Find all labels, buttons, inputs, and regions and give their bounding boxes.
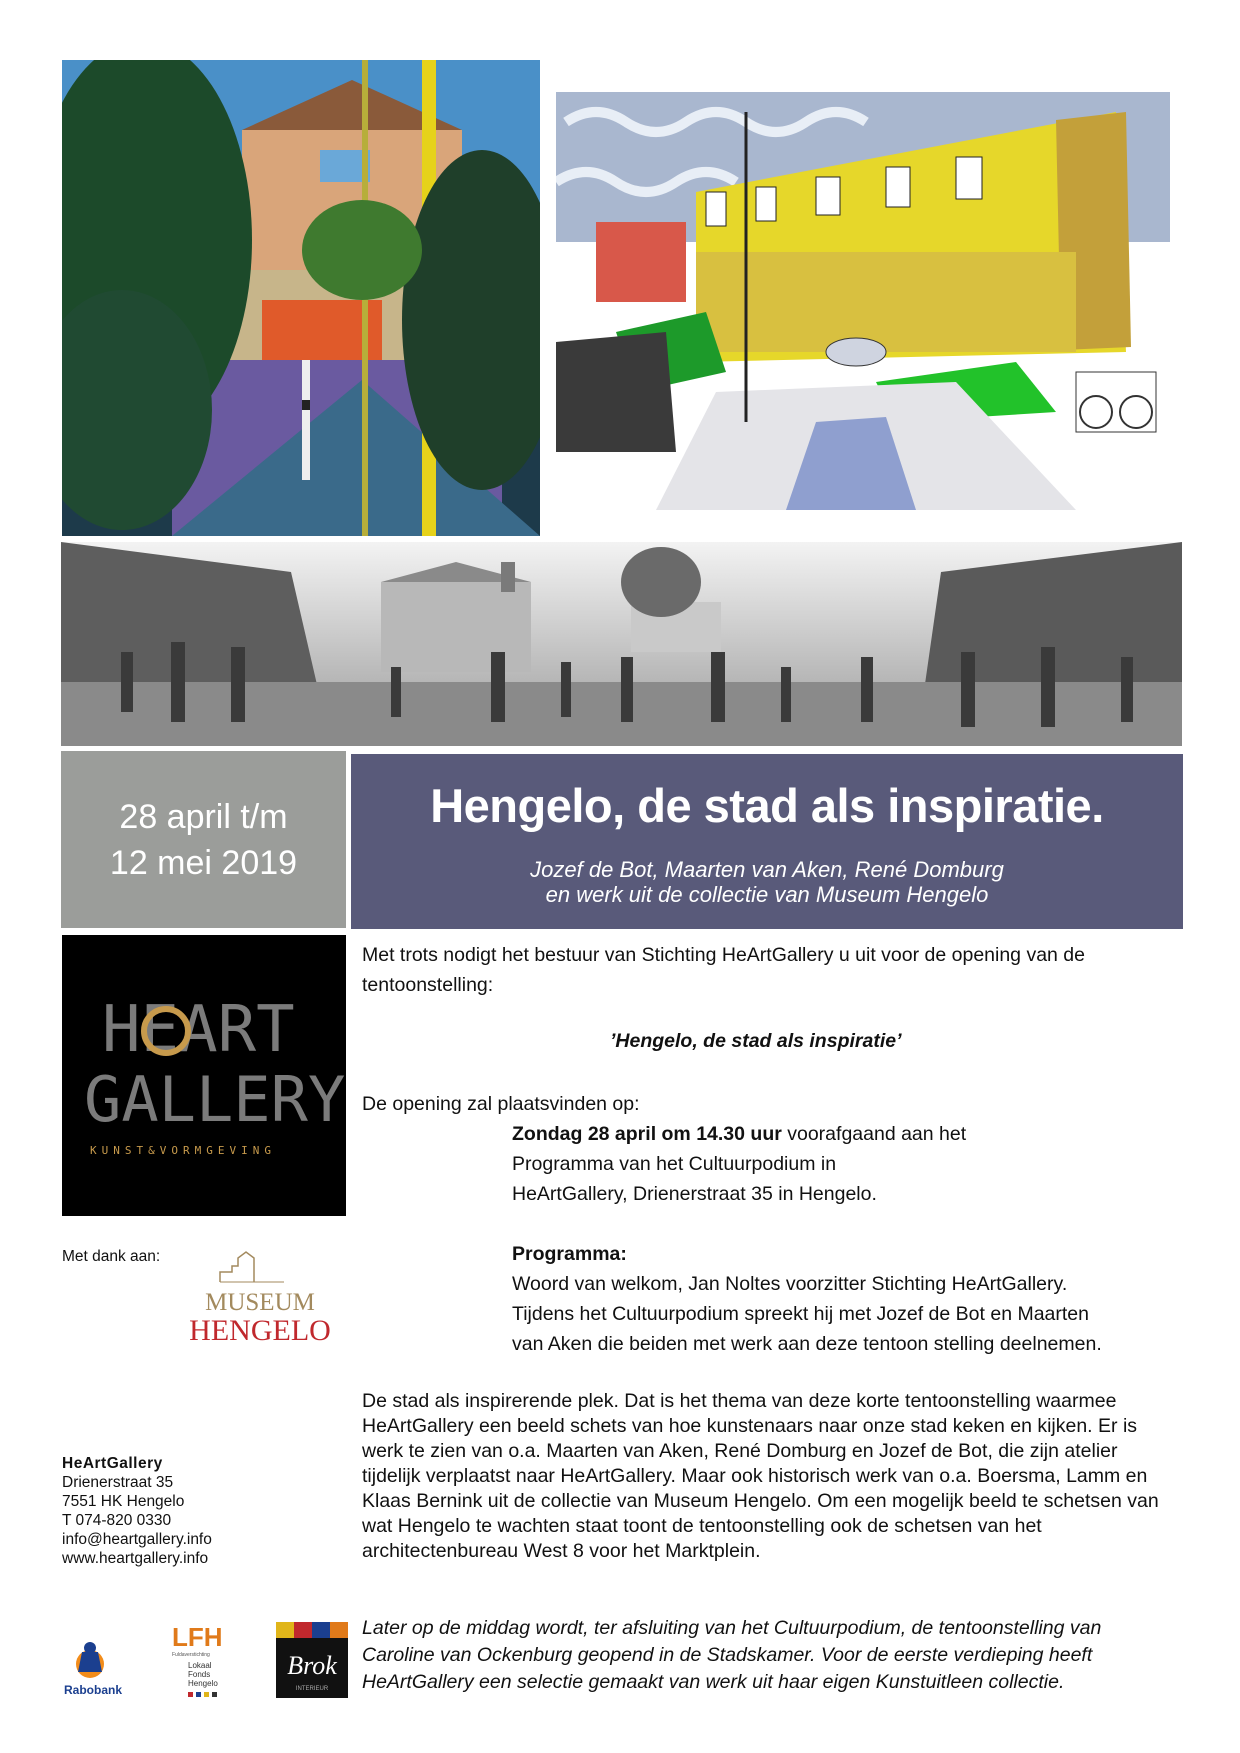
rabobank-word: Rabobank <box>63 1683 123 1697</box>
rabobank-logo <box>58 1622 128 1698</box>
intro-text: Met trots nodigt het bestuur van Stichting HeArtGallery u uit voor de opening van de tentoonstelling: <box>362 944 1085 996</box>
program-line-1: Woord van welkom, Jan Noltes voorzitter Stichting HeArtGallery. <box>512 1273 1068 1295</box>
painting-market-square <box>556 92 1170 510</box>
program-block <box>512 1239 1172 1359</box>
address-website[interactable]: www.heartgallery.info <box>62 1550 209 1567</box>
gallery-address <box>62 1454 212 1568</box>
thanks-label: Met dank aan: <box>62 1248 161 1265</box>
subtitle-line-1: Jozef de Bot, Maarten van Aken, René Domburg <box>530 857 1004 882</box>
museum-hengelo-logo <box>180 1248 340 1353</box>
exhibition-title-box <box>351 754 1183 929</box>
address-name: HeArtGallery <box>62 1455 163 1472</box>
opening-text-rest: voorafgaand aan het <box>781 1123 967 1145</box>
address-street: Drienerstraat 35 <box>62 1474 174 1491</box>
opening-details <box>512 1119 1172 1209</box>
opening-date-time: Zondag 28 april om 14.30 uur <box>512 1123 782 1145</box>
heartgallery-logo <box>62 935 346 1216</box>
subtitle-line-2: en werk uit de collectie van Museum Hengelo <box>545 882 989 907</box>
brok-small-text: INTERIEUR <box>295 1686 329 1692</box>
opening-label: De opening zal plaatsvinden op: <box>362 1093 640 1115</box>
historical-market-panorama <box>61 542 1182 746</box>
painting-street-scene <box>62 60 540 536</box>
program-line-3: van Aken die beiden met werk aan deze tentoon stelling deelnemen. <box>512 1333 1102 1355</box>
lokaal-fonds-hengelo-logo <box>168 1620 232 1700</box>
exhibition-date-box <box>61 751 346 928</box>
museum-building-icon <box>220 1252 254 1282</box>
date-line-2: 12 mei 2019 <box>109 843 298 882</box>
museum-word: MUSEUM <box>205 1289 315 1316</box>
lfh-small-text: Fuldaverstichting <box>172 1652 210 1658</box>
brok-word: Brok <box>287 1651 337 1680</box>
program-heading: Programma: <box>512 1243 627 1265</box>
address-email[interactable]: info@heartgallery.info <box>62 1531 212 1548</box>
opening-line-2: Programma van het Cultuurpodium in <box>512 1153 837 1175</box>
exhibition-name-quote: ’Hengelo, de stad als inspiratie’ <box>610 1030 902 1052</box>
hengelo-word: HENGELO <box>189 1314 331 1347</box>
exhibition-subtitle <box>351 857 1183 907</box>
brok-interieur-logo <box>276 1622 348 1698</box>
program-line-2: Tijdens het Cultuurpodium spreekt hij met Jozef de Bot en Maarten <box>512 1303 1089 1325</box>
logo-gallery-word: GALLERY <box>84 1063 346 1136</box>
lfh-line-2: Fonds <box>188 1670 211 1679</box>
address-phone: T 074-820 0330 <box>62 1512 172 1529</box>
lfh-letters: LFH <box>172 1622 223 1652</box>
logo-tagline: KUNST&VORMGEVING <box>90 1144 276 1157</box>
closing-note: Later op de middag wordt, ter afsluiting van het Cultuurpodium, de tentoonstelling van Caroline van Ockenburg geopend in de Stadskamer. Voor de eerste verdieping heeft HeArtGallery een selectie gemaakt van werk uit haar eigen Kunstuitleen collectie. <box>362 1617 1102 1693</box>
logo-heart-word: HEART <box>102 993 295 1067</box>
lfh-line-3: Hengelo <box>188 1679 218 1688</box>
exhibition-description: De stad als inspirerende plek. Dat is het thema van deze korte tentoonstelling waarmee HeArtGallery een beeld schets van hoe kunstenaars naar onze stad keken en kijken. Er is werk te zien van o.a. Maarten van Aken, René Domburg en Jozef de Bot, die zijn atelier tijdelijk verplaatst naar HeArtGallery. Maar ook historisch werk van o.a. Boersma, Lamm en Klaas Bernink uit de collectie van Museum Hengelo. Om een mogelijk beeld te schetsen van wat Hengelo te wachten staat toont de tentoonstelling ook de schetsen van het architectenbureau West 8 voor het Marktplein. <box>362 1390 1159 1562</box>
lfh-line-1: Lokaal <box>188 1661 212 1670</box>
opening-line-3: HeArtGallery, Drienerstraat 35 in Hengelo. <box>512 1183 877 1205</box>
address-city: 7551 HK Hengelo <box>62 1493 185 1510</box>
exhibition-title: Hengelo, de stad als inspiratie. <box>430 779 1104 832</box>
date-line-1: 28 april t/m <box>119 797 288 836</box>
